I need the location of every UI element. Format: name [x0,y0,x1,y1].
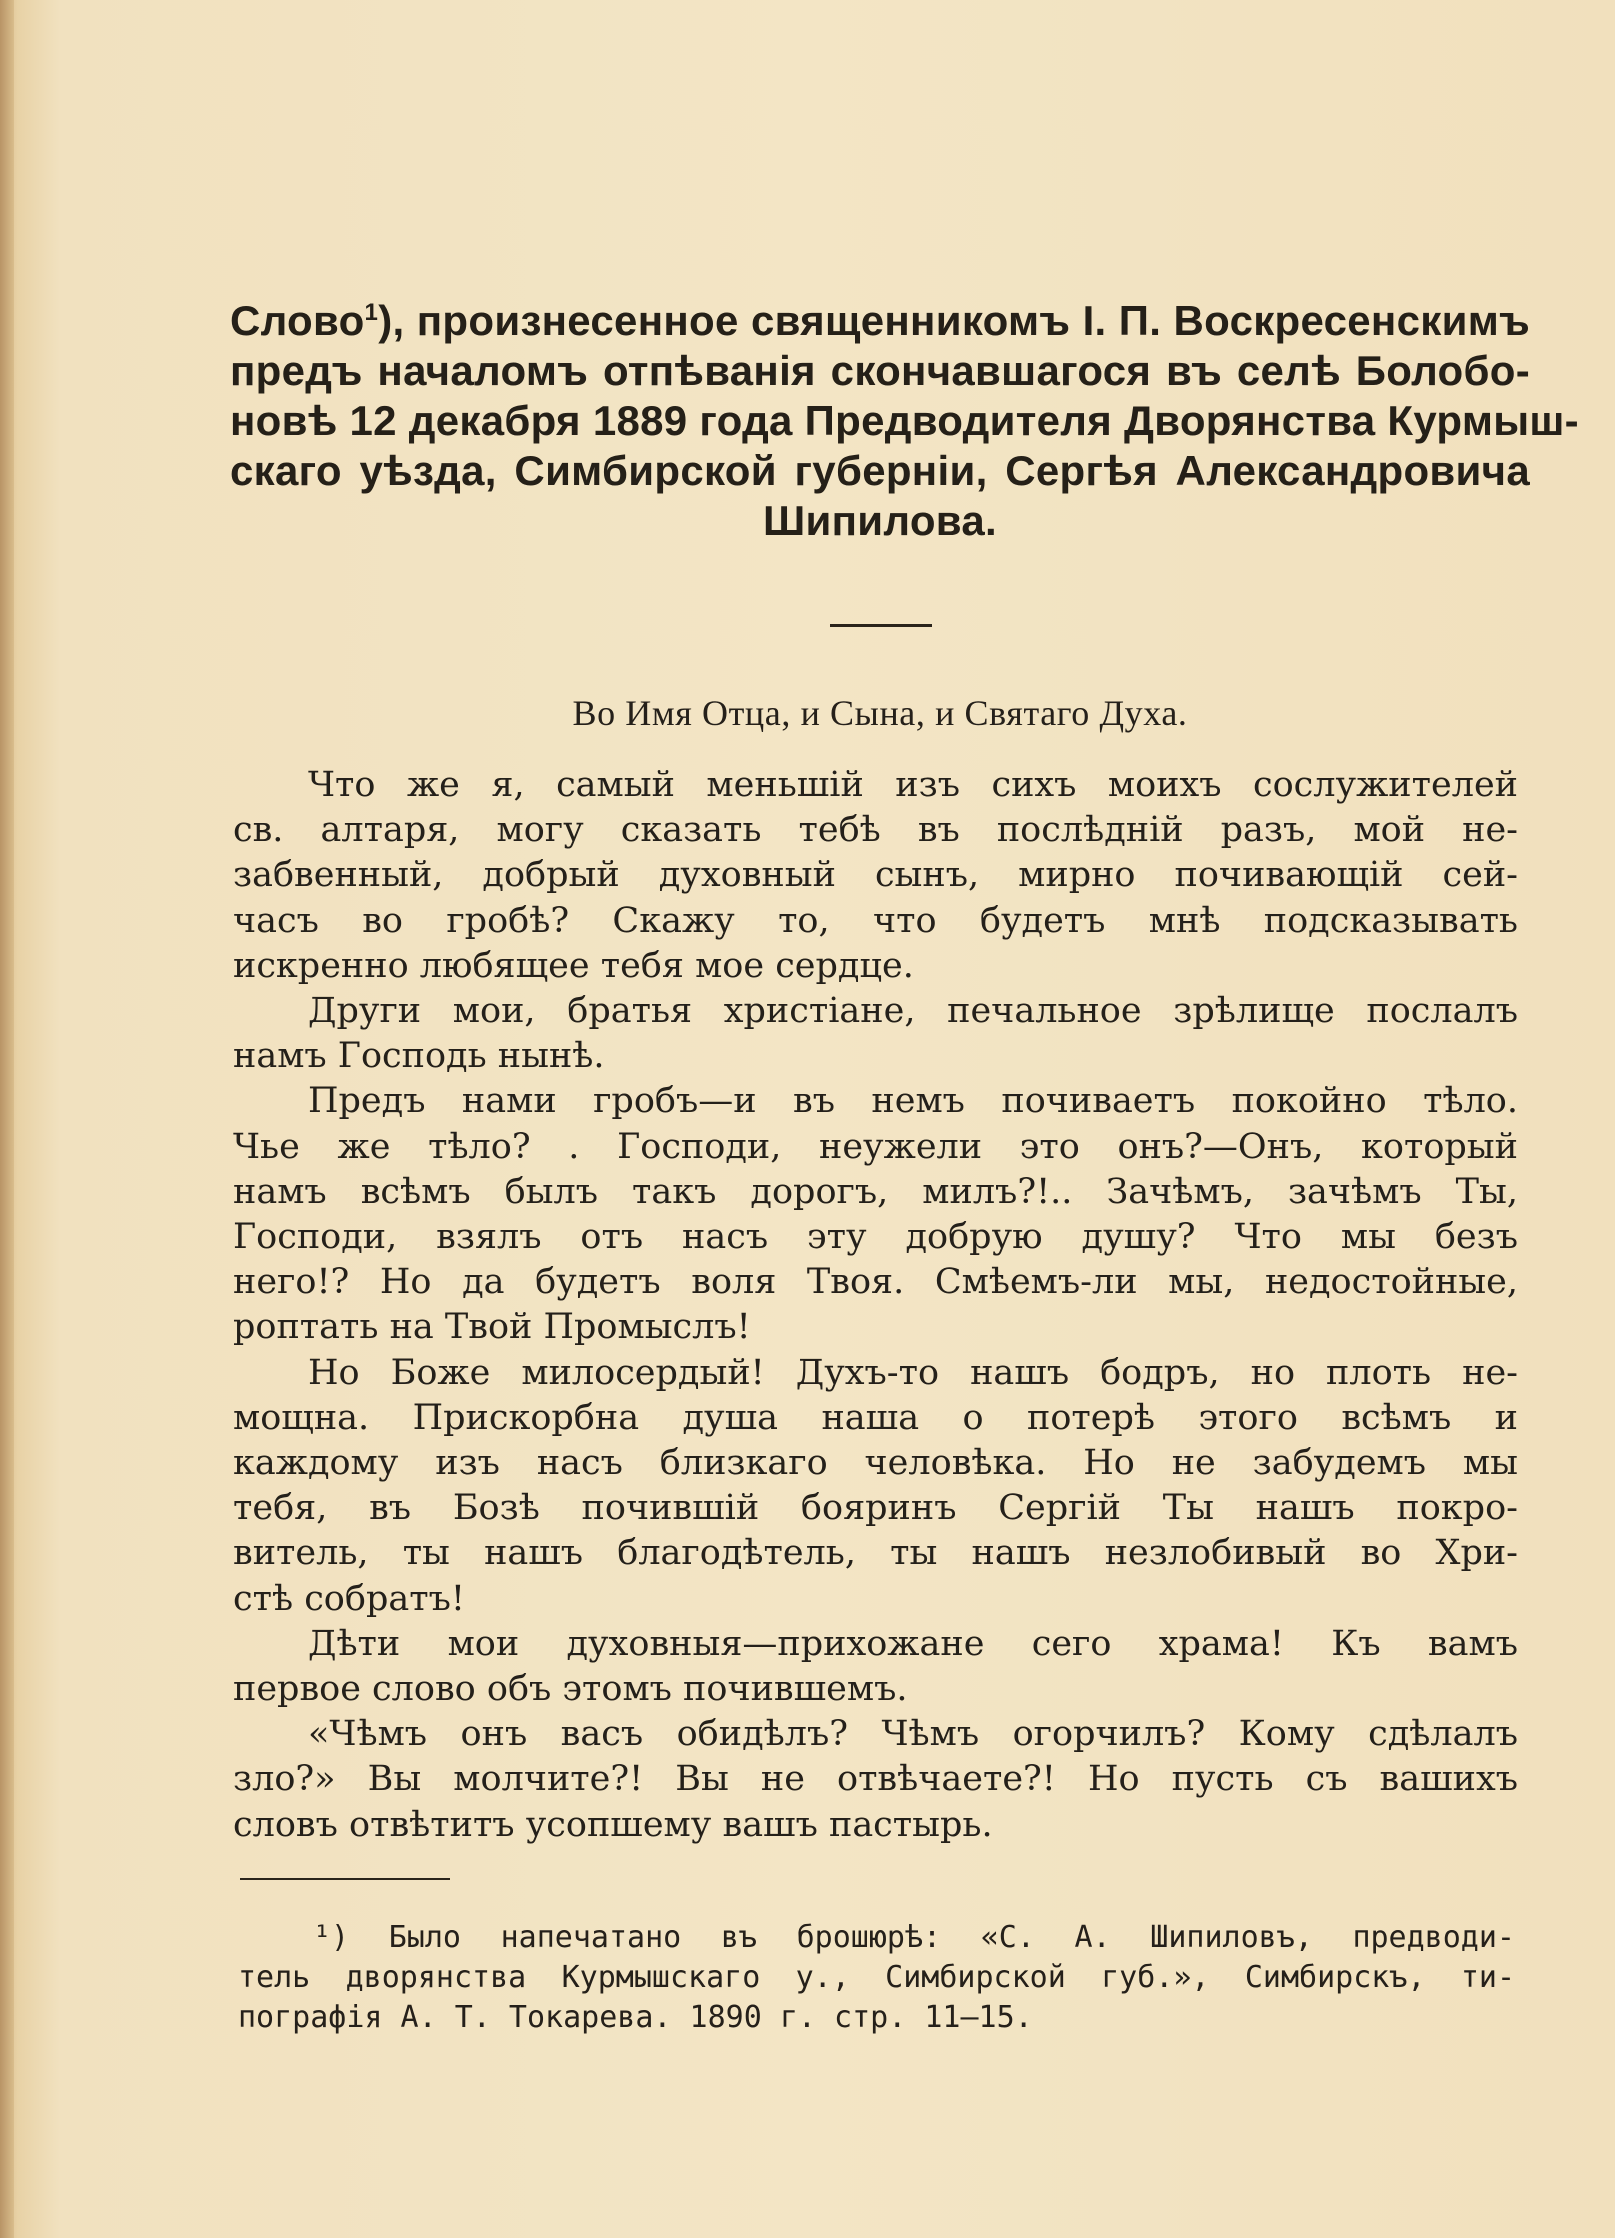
paragraph-4 [233,1351,1518,1622]
footnote-marker: 1 [364,299,379,326]
text-line: Господи, взялъ отъ насъ эту добрую душу? Что мы безъ [233,1217,1518,1258]
text-line: забвенный, добрый духовный сынъ, мирно почивающій сей- [233,855,1518,896]
footnote-divider [240,1878,450,1880]
text-line: тебя, въ Бозѣ почившій бояринъ Сергій Ты нашъ покро- [233,1488,1518,1529]
footnote-line: тель дворянства Курмышскаго у., Симбирской губ.», Симбирскъ, ти- [238,1960,1515,1995]
title-divider [830,624,932,627]
text-line: него!? Но да будетъ воля Твоя. Смѣемъ-ли мы, недостойные, [233,1262,1518,1303]
sermon-title [230,296,1579,546]
paragraph-3 [233,1079,1518,1350]
text-line: роптать на Твой Промыслъ! [233,1307,751,1348]
paragraph-2 [233,989,1518,1079]
text-line: первое слово объ этомъ почившемъ. [233,1669,908,1710]
text-line: словъ отвѣтитъ усопшему вашъ пастырь. [233,1804,993,1845]
text-line: Дѣти мои духовныя—прихожане сего храма! Къ вамъ [308,1623,1518,1664]
text-line: Други мои, братья христiане, печальное зрѣлище послалъ [308,991,1518,1032]
text-line: Чье же тѣло? . Господи, неужели это онъ?—Онъ, который [233,1126,1518,1167]
paragraph-5 [233,1622,1518,1712]
paragraph-1 [233,763,1518,989]
text-line: Предъ нами гробъ—и въ немъ почиваетъ покойно тѣло. [308,1081,1518,1122]
title-line-2: предъ началомъ отпѣванія скончавшагося въ селѣ Болобо- [230,347,1530,394]
text-line: каждому изъ насъ близкаго человѣка. Но не забудемъ мы [233,1443,1518,1484]
text-line: мощна. Прискорбна душа наша о потерѣ этого всѣмъ и [233,1397,1518,1438]
text-line: зло?» Вы молчите?! Вы не отвѣчаете?! Но пусть съ вашихъ [233,1759,1518,1800]
text-line: Что же я, самый меньшій изъ сихъ моихъ сослужителей [308,765,1518,805]
paragraph-6 [233,1712,1518,1848]
invocation: Во Имя Отца, и Сына, и Святаго Духа. [572,693,1188,733]
title-line-5: Шипилова. [763,497,997,544]
text-line: намъ всѣмъ былъ такъ дорогъ, милъ?!.. Зачѣмъ, зачѣмъ Ты, [233,1171,1518,1212]
title-line-3: новѣ 12 декабря 1889 года Предводителя Дворянства Курмыш- [230,397,1579,444]
text-line: витель, ты нашъ благодѣтель, ты нашъ незлобивый во Хри- [233,1533,1518,1574]
text-line: Но Боже милосердый! Духъ-то нашъ бодръ, но плоть не- [308,1352,1518,1393]
text-line: «Чѣмъ онъ васъ обидѣлъ? Чѣмъ огорчилъ? Кому сдѣлалъ [308,1714,1518,1755]
sermon-body [233,763,1518,1848]
text-line: искренно любящее тебя мое сердце. [233,945,914,986]
text-line: намъ Господь нынѣ. [233,1036,605,1077]
text-line: св. алтаря, могу сказать тебѣ въ послѣдній разъ, мой не- [233,810,1518,851]
footnote-line: ¹) Было напечатано въ брошюрѣ: «С. А. Шипиловъ, предводи- [313,1920,1515,1955]
text-line: стѣ собратъ! [233,1578,465,1619]
footnote-line: пографія А. Т. Токарева. 1890 г. стр. 11—15. [238,2000,1033,2035]
footnote [238,1918,1515,2038]
title-line-4: скаго уѣзда, Симбирской губерніи, Сергѣя Александровича [230,447,1530,494]
page-spine-shadow [0,0,14,2238]
text-line: часъ во гробѣ? Скажу то, что будетъ мнѣ подсказывать [233,900,1518,941]
title-line-1: Слово$^1$), произнесенное священникомъ І. П. Воскресенскимъ [230,297,1530,344]
